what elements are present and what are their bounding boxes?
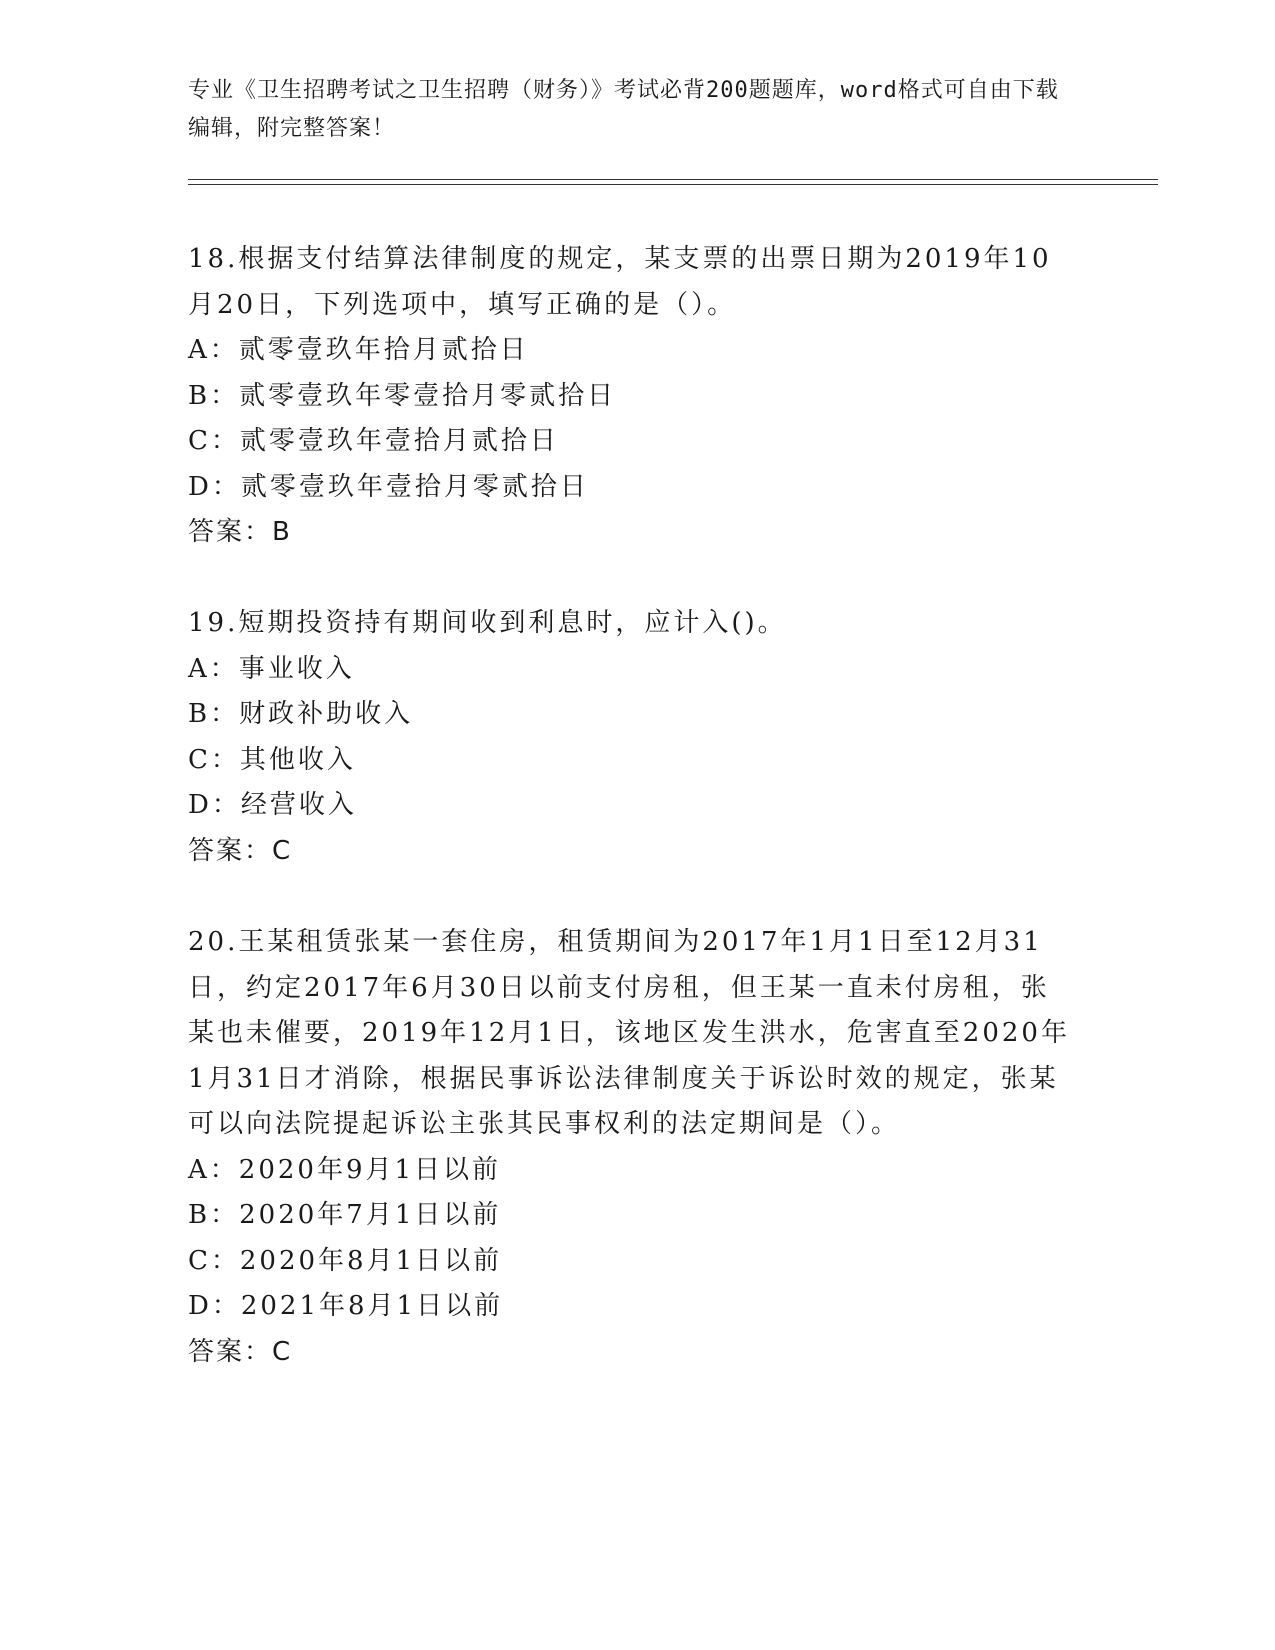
option-a: A：贰零壹玖年拾月贰拾日 bbox=[188, 335, 529, 365]
option-b: B：2020年7月1日以前 bbox=[188, 1200, 502, 1230]
option-b: B：财政补助收入 bbox=[188, 699, 414, 729]
question-stem: 20.王某租赁张某一套住房，租赁期间为2017年1月1日至12月31日，约定2017年6月30日以前支付房租，但王某一直未付房租，张某也未催要，2019年12月1日，该地区发生洪水，危害直至2020年1月31日才消除，根据民事诉讼法律制度关于诉讼时效的规定，张某可以向法院提起诉讼主张其民事权利的法定期间是（）。 bbox=[188, 927, 1070, 1139]
header-divider-top bbox=[188, 179, 1158, 180]
option-c: C：贰零壹玖年壹拾月贰拾日 bbox=[188, 426, 559, 456]
option-d: D：2021年8月1日以前 bbox=[188, 1291, 504, 1321]
question-19 bbox=[188, 601, 1078, 874]
option-d: D：经营收入 bbox=[188, 790, 357, 820]
answer: 答案：C bbox=[188, 835, 293, 866]
option-c: C：2020年8月1日以前 bbox=[188, 1245, 503, 1276]
answer: 答案：B bbox=[188, 517, 292, 547]
option-b: B：贰零壹玖年零壹拾月零贰拾日 bbox=[188, 380, 617, 411]
question-stem: 19.短期投资持有期间收到利息时，应计入()。 bbox=[188, 608, 787, 638]
question-18 bbox=[188, 237, 1078, 556]
header-divider-bottom bbox=[188, 184, 1158, 185]
document-header: 专业《卫生招聘考试之卫生招聘（财务）》考试必背200题题库，word格式可自由下载编辑，附完整答案！ bbox=[188, 78, 1059, 141]
answer: 答案：C bbox=[188, 1336, 293, 1367]
option-a: A：2020年9月1日以前 bbox=[188, 1154, 502, 1185]
option-c: C：其他收入 bbox=[188, 744, 356, 775]
option-a: A：事业收入 bbox=[188, 653, 355, 684]
question-20 bbox=[188, 920, 1078, 1375]
option-d: D：贰零壹玖年壹拾月零贰拾日 bbox=[188, 471, 589, 502]
question-stem: 18.根据支付结算法律制度的规定，某支票的出票日期为2019年10月20日，下列选项中，填写正确的是（）。 bbox=[188, 244, 1052, 320]
